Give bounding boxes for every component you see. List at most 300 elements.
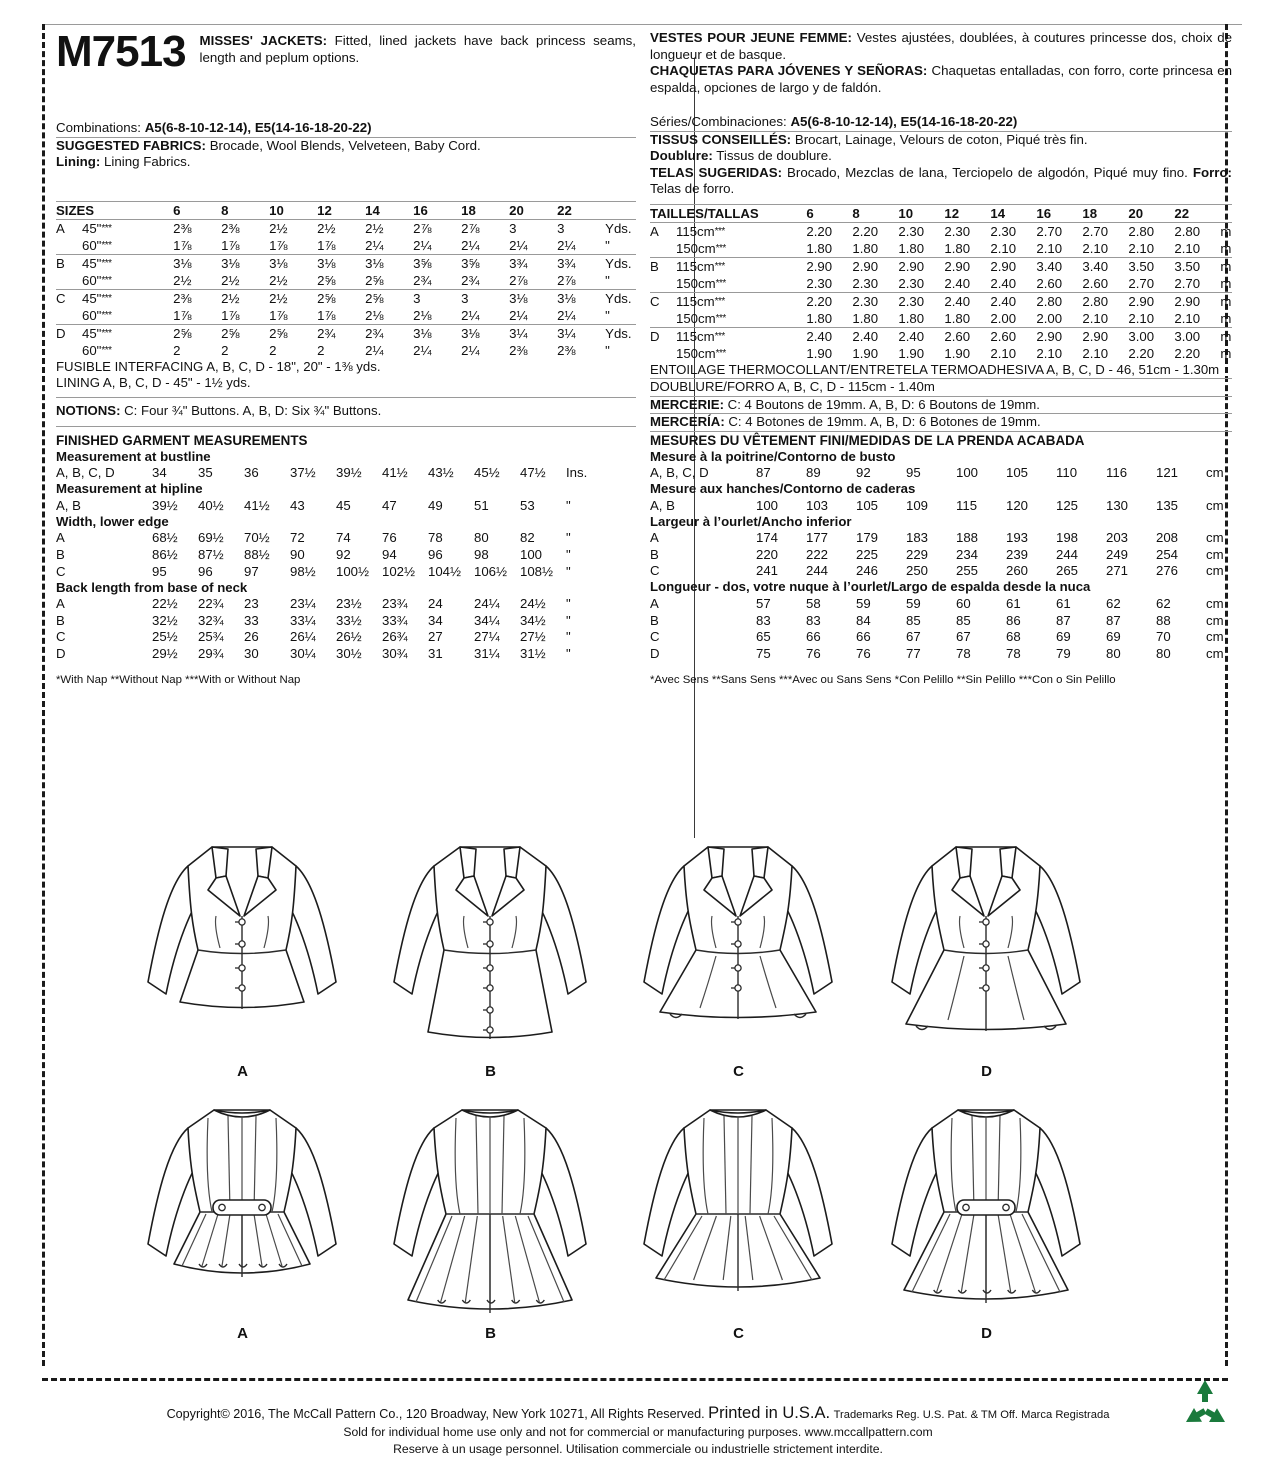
yardage-row: [56, 254, 636, 272]
yardage-value: 1.80: [806, 310, 833, 326]
measurement-row: [650, 465, 1232, 482]
yardage-value: 2.10: [1082, 310, 1109, 326]
yardage-value: 2¾: [413, 272, 432, 288]
measurement-value: 33¼: [290, 612, 316, 628]
measurement-value: 222: [806, 546, 829, 562]
measurement-value: 33¾: [382, 612, 408, 628]
measurement-value: 86½: [152, 547, 178, 562]
fabrics-line-en: [56, 138, 636, 155]
button-icon: [259, 1204, 265, 1210]
yardage-value: 3.50: [1128, 257, 1174, 275]
measurement-value: 265: [1056, 563, 1079, 579]
view-letter: B: [56, 254, 82, 272]
measurement-value: 47½: [520, 465, 546, 481]
measurement-value: 92: [856, 465, 871, 480]
spanish-description-text: Chaquetas entalladas, con forro, corte princesa en espalda, opciones de largo y de faldón.: [650, 63, 1232, 95]
view-label: A: [237, 1325, 248, 1342]
measurement-unit: cm: [1206, 645, 1224, 661]
trademark-text: Trademarks Reg. U.S. Pat. & TM Off. Marca Registrada: [833, 1409, 1110, 1421]
measurement-value: 179: [856, 530, 879, 546]
measurement-unit: ": [566, 645, 571, 661]
yardage-value: 2½: [269, 289, 317, 307]
back-tab: [213, 1200, 271, 1215]
measurement-value: 106½: [474, 563, 508, 579]
yardage-value: 2.40: [990, 292, 1036, 310]
measurement-views: C: [56, 629, 66, 645]
yardage-value: 3.00: [1128, 327, 1174, 345]
measurement-value: 32¾: [198, 612, 224, 628]
jacket-illustration-back-b: [368, 1084, 613, 1340]
yardage-value: 2⅜: [173, 289, 221, 307]
yardage-unit: Yds.: [605, 324, 636, 342]
size-header: 22: [557, 202, 572, 218]
view-letter: [650, 310, 676, 328]
fabric-width: 115cm***: [676, 257, 806, 275]
measurement-value: 37½: [290, 465, 316, 481]
yardage-row: [56, 272, 636, 290]
yardage-unit: m: [1220, 328, 1232, 344]
jacket-illustration-back-c: [616, 1084, 861, 1340]
yardage-unit: m: [1220, 293, 1232, 309]
measurement-value: 100: [756, 497, 779, 513]
measurement-value: 29¾: [198, 645, 224, 661]
yardage-value: 2¼: [461, 307, 480, 323]
fabric-width: 45"***: [82, 289, 173, 307]
measurement-value: 80: [1156, 645, 1171, 661]
finished-measurements-metric: [650, 449, 1232, 662]
yardage-value: 2.10: [1036, 345, 1063, 361]
yardage-value: 2¼: [461, 342, 480, 358]
header: [56, 27, 637, 76]
yardage-value: 3⅛: [413, 324, 461, 342]
measurement-value: 67: [956, 629, 971, 645]
size-header: 18: [1082, 205, 1098, 221]
notions-es: [650, 414, 1232, 430]
notions-value-en: C: Four ¾" Buttons. A, B, D: Six ¾" Buttons.: [124, 403, 382, 419]
measurement-value: 87: [1106, 612, 1121, 628]
measurement-value: 83: [806, 612, 821, 628]
measurement-value: 61: [1056, 595, 1071, 611]
measurement-value: 69: [1106, 629, 1121, 645]
yardage-value: 2.80: [1174, 222, 1220, 240]
measurement-value: 87: [1056, 612, 1071, 628]
fabric-width: 45"***: [82, 219, 173, 237]
measurement-value: 89: [806, 465, 821, 480]
yardage-value: 2½: [173, 272, 192, 288]
view-label: D: [981, 1063, 992, 1080]
yardage-value: 2: [173, 342, 181, 358]
measurement-row: [56, 645, 636, 662]
footer: [0, 1405, 1276, 1458]
measurement-value: 24¼: [474, 596, 500, 612]
yardage-value: 3.50: [1174, 257, 1220, 275]
notions-fr: [650, 397, 1232, 413]
nap-note-en: *With Nap **Without Nap ***With or Without Nap: [56, 674, 301, 687]
unit-header: [605, 202, 636, 220]
measurement-value: 59: [856, 595, 871, 611]
measurement-unit: cm: [1206, 563, 1224, 579]
measurement-value: 115: [956, 497, 978, 513]
size-header: 22: [1174, 205, 1190, 221]
measurement-value: 23¼: [290, 596, 316, 612]
yardage-value: 2¾: [317, 324, 365, 342]
yardage-value: 2.10: [990, 240, 1017, 256]
measurement-row: [56, 629, 636, 646]
yardage-value: 2⅜: [557, 342, 576, 358]
measurement-value: 23½: [336, 596, 362, 612]
yardage-unit: m: [1220, 275, 1232, 291]
yardage-value: 3⅛: [461, 324, 509, 342]
french-title: VESTES POUR JEUNE FEMME:: [650, 30, 852, 45]
measurement-row: [650, 530, 1232, 547]
measurement-value: 45½: [474, 465, 500, 481]
fabrics-value-es: Brocado, Mezclas de lana, Terciopelo de algodón, Piqué muy fino.: [787, 164, 1188, 180]
measurement-row: [650, 595, 1232, 612]
measurement-value: 34: [152, 465, 167, 481]
french-use-notice: Reserve à un usage personnel. Utilisation commerciale ou industrielle strictement interdite.: [393, 1442, 883, 1456]
yardage-value: 1.90: [898, 345, 925, 361]
yardage-value: 2⅞: [461, 219, 509, 237]
measurement-value: 41½: [244, 497, 270, 513]
measurement-value: 174: [756, 530, 779, 546]
measurement-row: [56, 596, 636, 613]
yardage-value: 3⅛: [269, 254, 317, 272]
measurement-views: A: [56, 530, 65, 546]
measurement-value: 109: [906, 497, 929, 513]
jacket-illustration-front-b: [368, 822, 613, 1078]
yardage-value: 1.80: [806, 240, 833, 256]
yardage-value: 2⅝: [317, 289, 365, 307]
fabric-width: 45"***: [82, 324, 173, 342]
jacket-drawing: [616, 1084, 861, 1324]
measurement-value: 98: [474, 547, 489, 562]
measurement-views: B: [56, 547, 65, 562]
yardage-value: 2.80: [1128, 222, 1174, 240]
yardage-value: 2.90: [990, 257, 1036, 275]
measurement-value: 30½: [336, 645, 362, 661]
combinations-line-fr: [650, 114, 1232, 131]
yardage-value: 3⅛: [221, 254, 269, 272]
measurement-value: 53: [520, 497, 535, 513]
fabric-width: 60"***: [82, 307, 112, 323]
yardage-value: 2.90: [1174, 292, 1220, 310]
yardage-value: 2: [221, 342, 229, 358]
measurement-value: 72: [290, 530, 305, 546]
measurement-value: 254: [1156, 546, 1179, 562]
measurement-value: 62: [1156, 595, 1171, 611]
jacket-drawing: [616, 822, 861, 1062]
lining-line-en: [56, 154, 636, 171]
measurement-value: 22¾: [198, 596, 224, 612]
fabrics-label-fr: TISSUS CONSEILLÉS:: [650, 131, 792, 147]
view-letter: [650, 240, 676, 258]
yardage-value: 1⅞: [317, 307, 336, 323]
measurement-value: 220: [756, 546, 779, 562]
yardage-value: 2.10: [1082, 345, 1109, 361]
yardage-value: 1⅞: [173, 237, 192, 253]
measurement-value: 86: [1006, 612, 1021, 628]
jacket-drawing: [864, 1084, 1109, 1324]
yardage-value: 2.90: [852, 257, 898, 275]
yardage-unit: m: [1220, 223, 1232, 239]
measurement-value: 100: [520, 547, 543, 562]
yardage-value: 3⅛: [509, 289, 557, 307]
measurement-value: 203: [1106, 530, 1129, 546]
measurement-value: 27: [428, 629, 443, 645]
yardage-value: 2.40: [898, 327, 944, 345]
measurement-value: 83: [756, 612, 771, 628]
yardage-value: 3: [509, 219, 557, 237]
measurement-row: [56, 563, 636, 580]
yardage-value: 2.40: [990, 275, 1017, 291]
measurement-value: 43: [290, 497, 305, 513]
yardage-value: 2.60: [1082, 275, 1109, 291]
view-letter: D: [650, 327, 676, 345]
button-icon: [219, 1204, 225, 1210]
yardage-row: [650, 257, 1232, 275]
measurement-views: A, B: [650, 497, 675, 513]
measurement-value: 34¼: [474, 612, 500, 628]
yardage-table-imperial: [56, 202, 636, 359]
yardage-value: 3⅛: [173, 254, 221, 272]
measurement-value: 78: [1006, 645, 1021, 661]
measurement-value: 35: [198, 465, 213, 481]
view-label: C: [733, 1063, 744, 1080]
yardage-row: [56, 307, 636, 325]
fabrics-label-es: TELAS SUGERIDAS:: [650, 164, 783, 180]
jacket-drawing: [120, 1084, 365, 1324]
yardage-unit: ": [605, 342, 610, 358]
yardage-value: 3: [413, 289, 461, 307]
measurement-value: 26¼: [290, 629, 316, 645]
measurement-group-title: Mesure à la poitrine/Contorno de busto: [650, 448, 896, 464]
measurement-value: 30¼: [290, 645, 316, 661]
yardage-value: 2.40: [806, 327, 852, 345]
measurement-value: 87½: [198, 547, 224, 562]
yardage-row: [56, 324, 636, 342]
measurement-value: 234: [956, 546, 979, 562]
measurement-value: 225: [856, 546, 879, 562]
measurement-value: 88: [1156, 612, 1171, 628]
view-letter: [56, 307, 82, 325]
yardage-value: 1.90: [944, 345, 971, 361]
measurement-table: [56, 596, 636, 662]
yardage-value: 2⅛: [365, 307, 384, 323]
measurement-unit: cm: [1206, 530, 1224, 546]
measurement-value: 69: [1056, 629, 1071, 645]
fabric-width: 115cm***: [676, 327, 806, 345]
yardage-value: 3⅛: [557, 289, 605, 307]
yardage-unit: m: [1220, 310, 1232, 326]
measurement-unit: Ins.: [566, 465, 588, 481]
view-letter: D: [56, 324, 82, 342]
jacket-illustration-front-a: [120, 822, 365, 1078]
measurement-views: D: [56, 645, 66, 661]
yardage-value: 2.00: [1036, 310, 1063, 326]
measurement-value: 100½: [336, 563, 370, 579]
measurement-value: 70½: [244, 530, 270, 546]
yardage-unit: m: [1220, 345, 1232, 361]
measurement-unit: cm: [1206, 595, 1224, 611]
notions-en: [56, 403, 636, 419]
yardage-value: 3¾: [557, 254, 605, 272]
measurement-views: A, B: [56, 497, 81, 513]
measurement-value: 90: [290, 547, 305, 562]
measurement-value: 23: [244, 596, 259, 612]
measurement-value: 80: [1106, 645, 1121, 661]
size-header: 12: [944, 205, 960, 221]
size-header: 18: [461, 202, 476, 218]
yardage-value: 1⅞: [269, 307, 288, 323]
yardage-header-row: [56, 202, 636, 220]
measurement-unit: cm: [1206, 629, 1224, 645]
yardage-value: 1.80: [944, 310, 971, 326]
size-header: 10: [898, 205, 914, 221]
measurement-value: 177: [806, 530, 829, 546]
fabric-width: 60"***: [82, 272, 112, 288]
measurement-value: 208: [1156, 530, 1179, 546]
yardage-value: 2.20: [1174, 345, 1201, 361]
measurement-views: A: [650, 595, 659, 611]
measurement-value: 100: [956, 465, 979, 480]
yardage-value: 2.10: [1128, 240, 1155, 256]
yardage-value: 2.20: [806, 292, 852, 310]
yardage-row: [650, 222, 1232, 240]
yardage-value: 2.40: [944, 292, 990, 310]
yardage-value: 2.30: [898, 292, 944, 310]
view-letter: A: [650, 222, 676, 240]
measurement-value: 39½: [336, 465, 362, 481]
measurement-value: 241: [756, 563, 779, 579]
finished-header-fr: MESURES DU VÊTEMENT FINI/MEDIDAS DE LA PRENDA ACABADA: [650, 432, 1085, 448]
measurement-value: 77: [906, 645, 921, 661]
size-header: 16: [1036, 205, 1052, 221]
yardage-value: 2⅝: [365, 289, 413, 307]
measurement-value: 121: [1156, 465, 1179, 480]
yardage-value: 3¼: [509, 324, 557, 342]
button-icon: [963, 1204, 969, 1210]
yardage-value: 2½: [269, 219, 317, 237]
yardage-value: 2.70: [1174, 275, 1201, 291]
measurement-unit: ": [566, 612, 571, 628]
yardage-value: 2.90: [1082, 327, 1128, 345]
measurement-row: [650, 563, 1232, 580]
size-header: 10: [269, 202, 284, 218]
yardage-value: 2⅝: [221, 324, 269, 342]
yardage-value: 2.10: [1036, 240, 1063, 256]
view-letter: [650, 345, 676, 362]
yardage-value: 2¾: [365, 324, 413, 342]
notions-value-es: C: 4 Botones de 19mm. A, B, D: 6 Botones de 19mm.: [728, 414, 1041, 430]
yardage-unit: Yds.: [605, 219, 636, 237]
measurement-value: 79: [1056, 645, 1071, 661]
yardage-value: 2.80: [1082, 292, 1128, 310]
measurement-value: 244: [806, 563, 829, 579]
yardage-unit: ": [605, 272, 610, 288]
yardage-row: [56, 289, 636, 307]
yardage-value: 2¼: [509, 307, 528, 323]
measurement-value: 97: [244, 563, 259, 579]
measurement-value: 22½: [152, 596, 178, 612]
measurement-value: 34: [428, 612, 443, 628]
combinations-label-fr: Séries/Combinaciones:: [650, 114, 787, 130]
size-header: 14: [365, 202, 380, 218]
yardage-value: 2⅛: [413, 307, 432, 323]
measurement-table: [56, 530, 636, 580]
yardage-value: 2⅜: [173, 219, 221, 237]
yardage-value: 2.90: [1128, 292, 1174, 310]
yardage-value: 2.30: [990, 222, 1036, 240]
spanish-title: CHAQUETAS PARA JÓVENES Y SEÑORAS:: [650, 63, 928, 79]
yardage-value: 2.10: [1128, 310, 1155, 326]
measurement-views: B: [56, 612, 65, 628]
measurement-value: 250: [906, 563, 929, 579]
measurement-views: A: [56, 596, 65, 612]
measurement-unit: ": [566, 547, 571, 562]
measurement-value: 78: [428, 530, 443, 546]
measurement-value: 41½: [382, 465, 408, 481]
measurement-unit: cm: [1206, 612, 1224, 628]
measurement-group-title: Mesure aux hanches/Contorno de caderas: [650, 481, 916, 497]
sizes-label: SIZES: [56, 202, 95, 218]
cut-mark-left: [42, 24, 45, 1366]
yardage-row: [650, 292, 1232, 310]
view-label: D: [981, 1325, 992, 1342]
fabrics-line-fr: [650, 132, 1232, 149]
combinations-line-en: [56, 120, 636, 137]
size-header: 8: [221, 202, 229, 218]
interfacing-fr: ENTOILAGE THERMOCOLLANT/ENTRETELA TERMOADHESIVA A, B, C, D - 46, 51cm - 1.30m: [650, 361, 1220, 377]
measurement-value: 30: [244, 645, 259, 661]
yardage-value: 2¼: [365, 237, 384, 253]
fabric-width: 150cm***: [676, 310, 726, 326]
measurement-unit: ": [566, 596, 571, 612]
yardage-value: 2⅞: [557, 272, 576, 288]
yardage-value: 2¼: [509, 237, 528, 253]
measurement-value: 96: [198, 563, 213, 579]
measurement-value: 87: [756, 465, 771, 480]
lining-line-fr: [650, 148, 1232, 165]
yardage-row: [56, 237, 636, 255]
measurement-value: 26: [244, 629, 259, 645]
measurement-value: 255: [956, 563, 979, 579]
measurement-value: 110: [1056, 465, 1078, 480]
measurement-group-title: Measurement at bustline: [56, 448, 211, 464]
yardage-value: 2¾: [461, 272, 480, 288]
measurement-value: 94: [382, 547, 397, 562]
yardage-value: 2.10: [1082, 240, 1109, 256]
yardage-value: 3.00: [1174, 327, 1220, 345]
yardage-value: 1.80: [898, 240, 925, 256]
measurement-value: 130: [1106, 497, 1129, 513]
measurement-unit: ": [566, 497, 571, 513]
measurement-value: 108½: [520, 563, 554, 579]
interfacing-en: FUSIBLE INTERFACING A, B, C, D - 18", 20" - 1⅜ yds.: [56, 358, 381, 374]
yardage-row: [56, 219, 636, 237]
yardage-value: 2.30: [898, 275, 925, 291]
measurement-value: 120: [1006, 497, 1029, 513]
measurement-value: 116: [1106, 465, 1128, 480]
measurement-value: 45: [336, 497, 351, 513]
measurement-value: 66: [806, 629, 821, 645]
measurement-value: 33½: [336, 612, 362, 628]
yardage-row: [56, 342, 636, 359]
notions-value-fr: C: 4 Boutons de 19mm. A, B, D: 6 Boutons de 19mm.: [727, 396, 1040, 412]
yardage-value: 2.60: [1036, 275, 1063, 291]
view-letter: [56, 342, 82, 359]
measurement-value: 27½: [520, 629, 546, 645]
yardage-value: 1⅞: [173, 307, 192, 323]
